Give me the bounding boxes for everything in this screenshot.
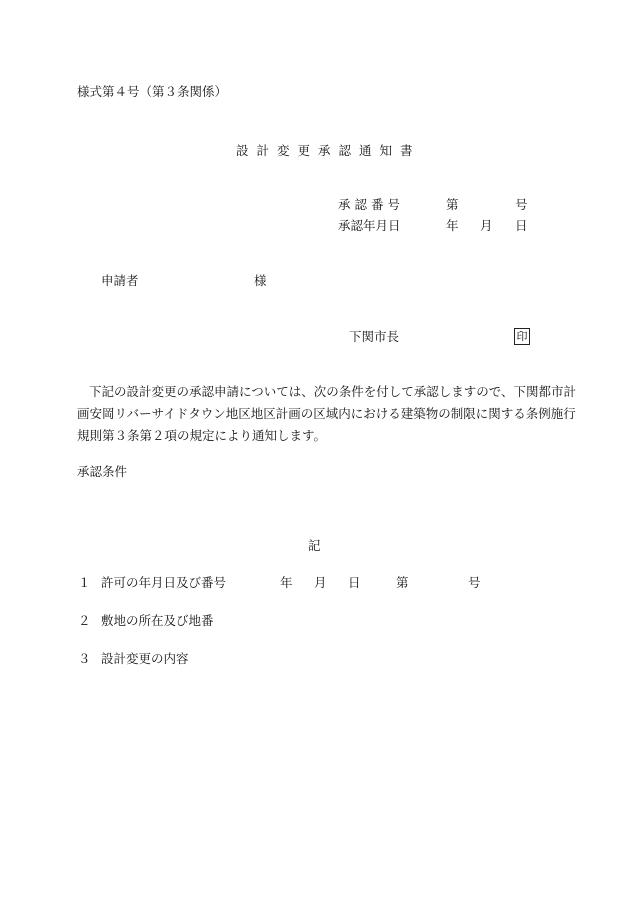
item-year: 年 [280, 575, 293, 590]
applicant-honorific: 様 [254, 273, 267, 288]
item-number: １ [78, 575, 91, 590]
seal-stamp: 印 [514, 328, 530, 345]
body-paragraph [77, 381, 577, 447]
body-line: 下記の設計変更の承認申請については、次の条件を付して承認しますので、下関都市計 [89, 384, 577, 399]
conditions-label: 承認条件 [77, 464, 128, 479]
item-dai: 第 [396, 575, 409, 590]
approval-date-year: 年 [446, 218, 459, 233]
document-title: 設計変更承認通知書 [236, 143, 421, 158]
item-label: 許可の年月日及び番号 [101, 575, 227, 590]
item-month: 月 [314, 575, 327, 590]
approval-number-dai: 第 [446, 197, 459, 212]
approval-date-label: 承認年月日 [338, 218, 401, 233]
body-line: 規則第３条第２項の規定により通知します。 [77, 428, 327, 443]
item-day: 日 [348, 575, 361, 590]
item-label: 敷地の所在及び地番 [101, 613, 214, 628]
item-number: ３ [78, 651, 91, 666]
applicant-label: 申請者 [101, 273, 139, 288]
item-number: ２ [78, 613, 91, 628]
ki-heading: 記 [308, 538, 321, 553]
approval-date-day: 日 [515, 218, 528, 233]
item-label: 設計変更の内容 [101, 651, 189, 666]
approval-number-go: 号 [515, 197, 528, 212]
body-line: 画安岡リバーサイドタウン地区地区計画の区域内における建築物の制限に関する条例施行 [77, 406, 576, 421]
issuer-name: 下関市長 [349, 329, 400, 344]
form-header: 様式第４号（第３条関係） [77, 84, 228, 99]
item-go: 号 [468, 575, 481, 590]
approval-date-month: 月 [480, 218, 493, 233]
approval-number-label: 承認番号 [338, 197, 405, 212]
